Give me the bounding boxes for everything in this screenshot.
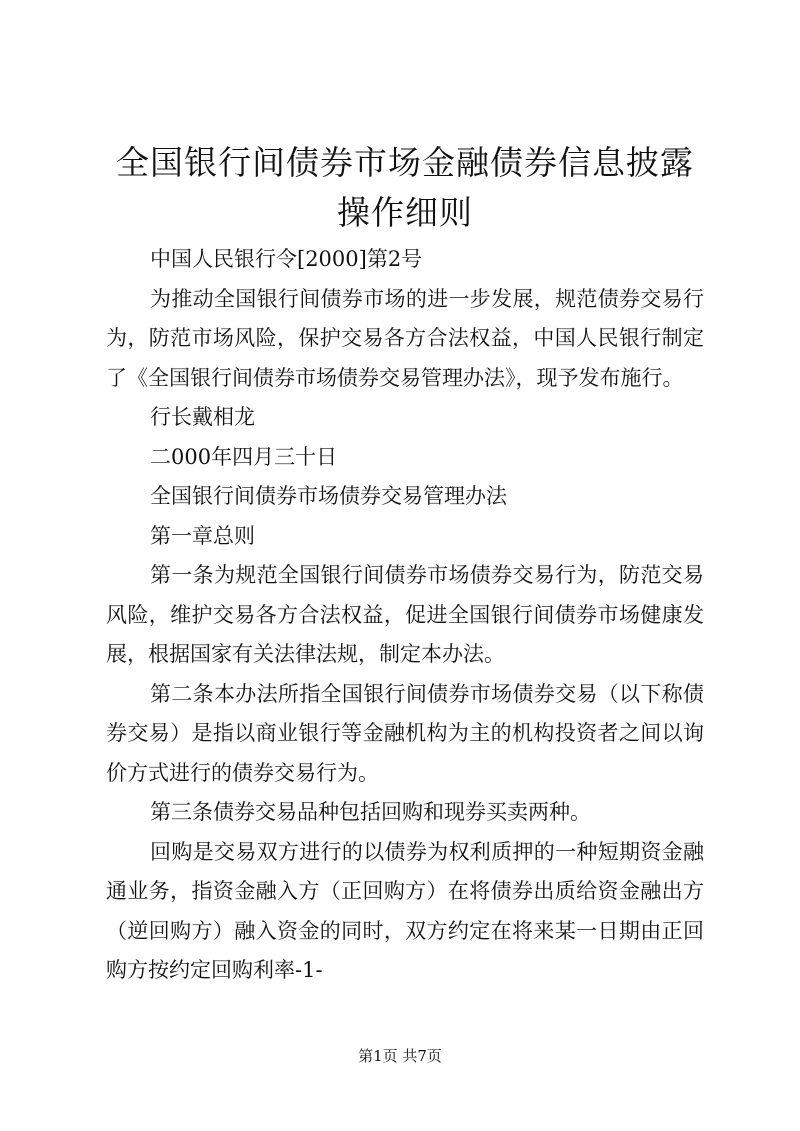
chapter-heading: 第一章总则 xyxy=(150,523,255,548)
document-page xyxy=(106,138,704,991)
signatory: 行长戴相龙 xyxy=(150,405,255,429)
page-footer: 第1页 共7页 xyxy=(358,1047,442,1065)
article-1: 第一条为规范全国银行间债券市场债券交易行为，防范交易风险，维护交易各方合法权益，促进全国银行间债券市场健康发展，根据国家有关法律法规，制定本办法。 xyxy=(106,563,704,666)
document-title: 全国银行间债券市场金融债券信息披露操作细则 xyxy=(116,143,694,232)
paragraph-repo-definition: 回购是交易双方进行的以债券为权利质押的一种短期资金融通业务，指资金融入方（正回购方）在将债券出质给资金融出方（逆回购方）融入资金的同时，双方约定在将来某一日期由正回购方按约定回购利率-1- xyxy=(106,839,704,982)
decree-number: 中国人民银行令[2000]第2号 xyxy=(150,247,423,271)
date-line: 二000年四月三十日 xyxy=(150,444,338,469)
paragraph-preamble: 为推动全国银行间债券市场的进一步发展，规范债券交易行为，防范市场风险，保护交易各方合法权益，中国人民银行制定了《全国银行间债券市场债券交易管理办法》，现予发布施行。 xyxy=(106,286,704,390)
regulation-title: 全国银行间债券市场债券交易管理办法 xyxy=(150,484,507,508)
article-3: 第三条债券交易品种包括回购和现券买卖两种。 xyxy=(150,800,591,824)
article-2: 第二条本办法所指全国银行间债券市场债券交易（以下称债券交易）是指以商业银行等金融机构为主的机构投资者之间以询价方式进行的债券交易行为。 xyxy=(106,681,704,785)
